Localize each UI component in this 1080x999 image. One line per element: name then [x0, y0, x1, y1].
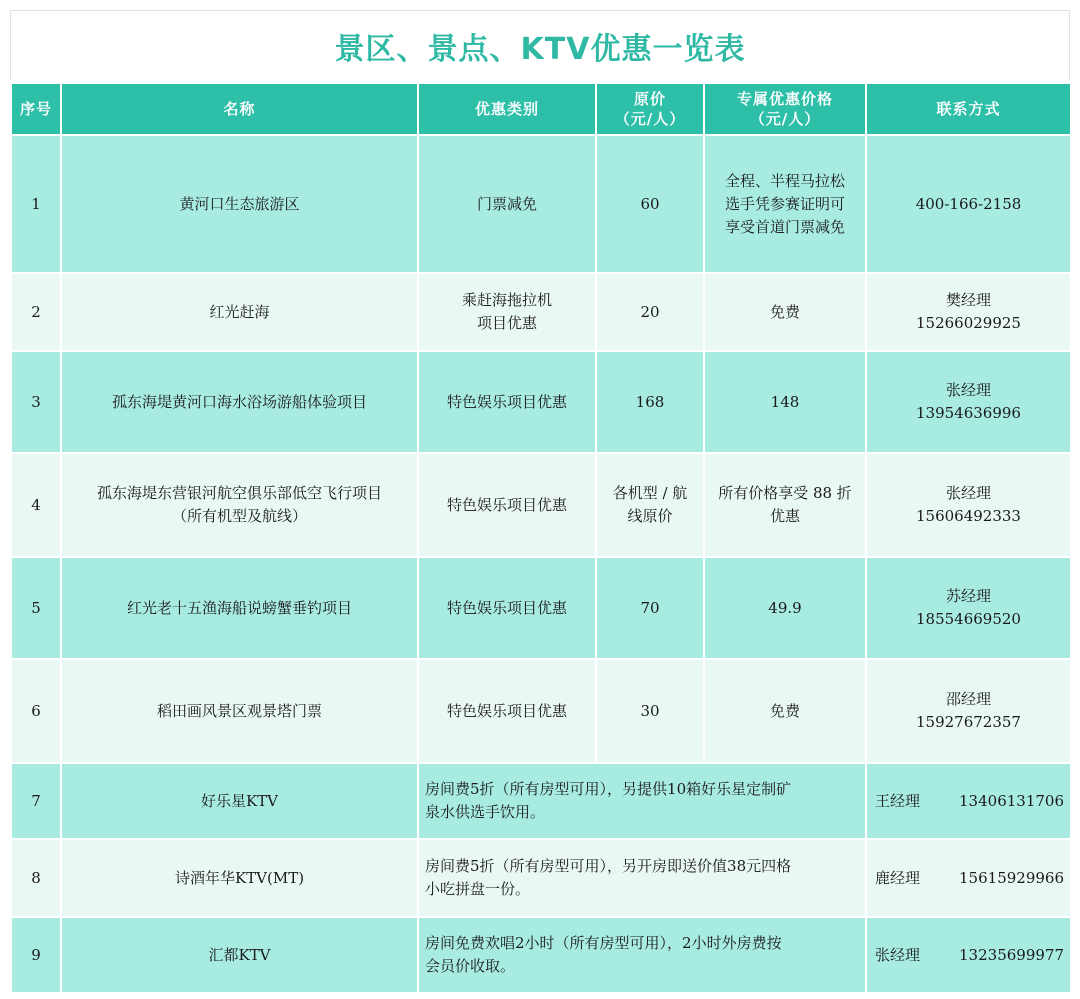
special-line: 优惠	[769, 507, 800, 525]
name-line: （所有机型及航线）	[171, 507, 307, 525]
contact-name: 鹿经理	[875, 868, 921, 887]
type-line: 项目优惠	[476, 314, 537, 332]
special-line: 选手凭参赛证明可	[724, 194, 845, 213]
header-no: 序号	[11, 83, 61, 135]
title-bar	[10, 10, 1070, 80]
contact-phone: 15927672357	[916, 713, 1021, 731]
contact-phone: 15615929966	[959, 868, 1064, 887]
desc-line: 房间免费欢唱2小时（所有房型可用），2小时外房费按	[425, 934, 782, 952]
cell-no: 5	[11, 557, 61, 659]
cell-name: 好乐星KTV	[61, 763, 418, 839]
cell-no: 3	[11, 351, 61, 453]
header-orig-price-line2: （元/人）	[614, 110, 686, 128]
cell-orig-price	[596, 453, 704, 557]
contact-phone: 15606492333	[916, 507, 1021, 525]
contact-phone: 13406131706	[959, 791, 1064, 810]
cell-name	[61, 453, 418, 557]
name-line: 孤东海堤东营银河航空俱乐部低空飞行项目	[96, 484, 382, 502]
cell-contact	[866, 453, 1071, 557]
discount-table	[10, 82, 1072, 994]
cell-orig-price: 20	[596, 273, 704, 351]
cell-type: 特色娱乐项目优惠	[418, 659, 596, 763]
cell-name: 黄河口生态旅游区	[61, 135, 418, 273]
cell-orig-price: 70	[596, 557, 704, 659]
table-row	[11, 135, 1071, 273]
desc-line: 房间费5折（所有房型可用），另提供10箱好乐星定制矿	[425, 780, 792, 798]
cell-contact	[866, 351, 1071, 453]
cell-type: 特色娱乐项目优惠	[418, 351, 596, 453]
cell-orig-price: 168	[596, 351, 704, 453]
table-row	[11, 659, 1071, 763]
desc-line: 小吃拼盘一份。	[425, 880, 531, 898]
cell-contact	[866, 557, 1071, 659]
cell-no: 1	[11, 135, 61, 273]
type-line: 乘赶海拖拉机	[461, 291, 552, 309]
table-row	[11, 917, 1071, 993]
cell-special-price: 免费	[704, 659, 866, 763]
desc-line: 会员价收取。	[425, 957, 516, 975]
cell-description	[418, 839, 866, 917]
contact-name: 张经理	[945, 484, 991, 502]
contact-name: 张经理	[945, 381, 991, 399]
header-name: 名称	[61, 83, 418, 135]
cell-name: 汇都KTV	[61, 917, 418, 993]
special-line: 所有价格享受 88 折	[718, 484, 852, 502]
cell-orig-price: 30	[596, 659, 704, 763]
contact-phone: 15266029925	[916, 314, 1021, 332]
contact-name: 樊经理	[945, 291, 991, 309]
table-row	[11, 839, 1071, 917]
header-type: 优惠类别	[418, 83, 596, 135]
cell-description	[418, 763, 866, 839]
cell-special-price: 49.9	[704, 557, 866, 659]
cell-special-price: 148	[704, 351, 866, 453]
table-row	[11, 763, 1071, 839]
cell-contact	[866, 917, 1071, 993]
contact-name: 王经理	[875, 791, 921, 810]
cell-orig-price: 60	[596, 135, 704, 273]
cell-type: 门票减免	[418, 135, 596, 273]
cell-special-price: 免费	[704, 273, 866, 351]
cell-contact	[866, 839, 1071, 917]
special-line: 全程、半程马拉松	[724, 171, 845, 190]
special-line: 享受首道门票减免	[724, 217, 845, 236]
cell-contact	[866, 659, 1071, 763]
cell-type: 特色娱乐项目优惠	[418, 557, 596, 659]
cell-name: 红光赶海	[61, 273, 418, 351]
cell-name: 稻田画风景区观景塔门票	[61, 659, 418, 763]
orig-line: 各机型 / 航	[612, 484, 688, 502]
cell-contact	[866, 763, 1071, 839]
table-row	[11, 557, 1071, 659]
table-row	[11, 273, 1071, 351]
contact-phone: 13235699977	[959, 945, 1064, 964]
cell-no: 8	[11, 839, 61, 917]
cell-name: 孤东海堤黄河口海水浴场游船体验项目	[61, 351, 418, 453]
cell-description	[418, 917, 866, 993]
contact-phone: 18554669520	[916, 610, 1021, 628]
header-orig-price-line1: 原价	[633, 90, 666, 108]
cell-name: 诗酒年华KTV(MT)	[61, 839, 418, 917]
header-special-price	[704, 83, 866, 135]
contact-phone: 13954636996	[916, 404, 1021, 422]
contact-name: 邵经理	[945, 690, 991, 708]
orig-line: 线原价	[627, 507, 673, 525]
cell-contact	[866, 273, 1071, 351]
cell-type	[418, 273, 596, 351]
cell-no: 9	[11, 917, 61, 993]
cell-no: 6	[11, 659, 61, 763]
cell-contact	[866, 135, 1071, 273]
cell-name: 红光老十五渔海船说螃蟹垂钓项目	[61, 557, 418, 659]
cell-special-price	[704, 453, 866, 557]
contact-phone: 400-166-2158	[915, 194, 1022, 213]
header-orig-price	[596, 83, 704, 135]
cell-special-price	[704, 135, 866, 273]
desc-line: 房间费5折（所有房型可用），另开房即送价值38元四格	[425, 857, 792, 875]
contact-name: 苏经理	[945, 587, 991, 605]
table-row	[11, 453, 1071, 557]
cell-no: 7	[11, 763, 61, 839]
table-row	[11, 351, 1071, 453]
header-row	[11, 83, 1071, 135]
cell-type: 特色娱乐项目优惠	[418, 453, 596, 557]
cell-no: 2	[11, 273, 61, 351]
header-contact: 联系方式	[866, 83, 1071, 135]
header-special-price-line1: 专属优惠价格	[736, 90, 833, 108]
desc-line: 泉水供选手饮用。	[425, 803, 546, 821]
cell-no: 4	[11, 453, 61, 557]
header-special-price-line2: （元/人）	[749, 110, 821, 128]
contact-name: 张经理	[875, 945, 921, 964]
page-title: 景区、景点、KTV优惠一览表	[334, 31, 746, 67]
